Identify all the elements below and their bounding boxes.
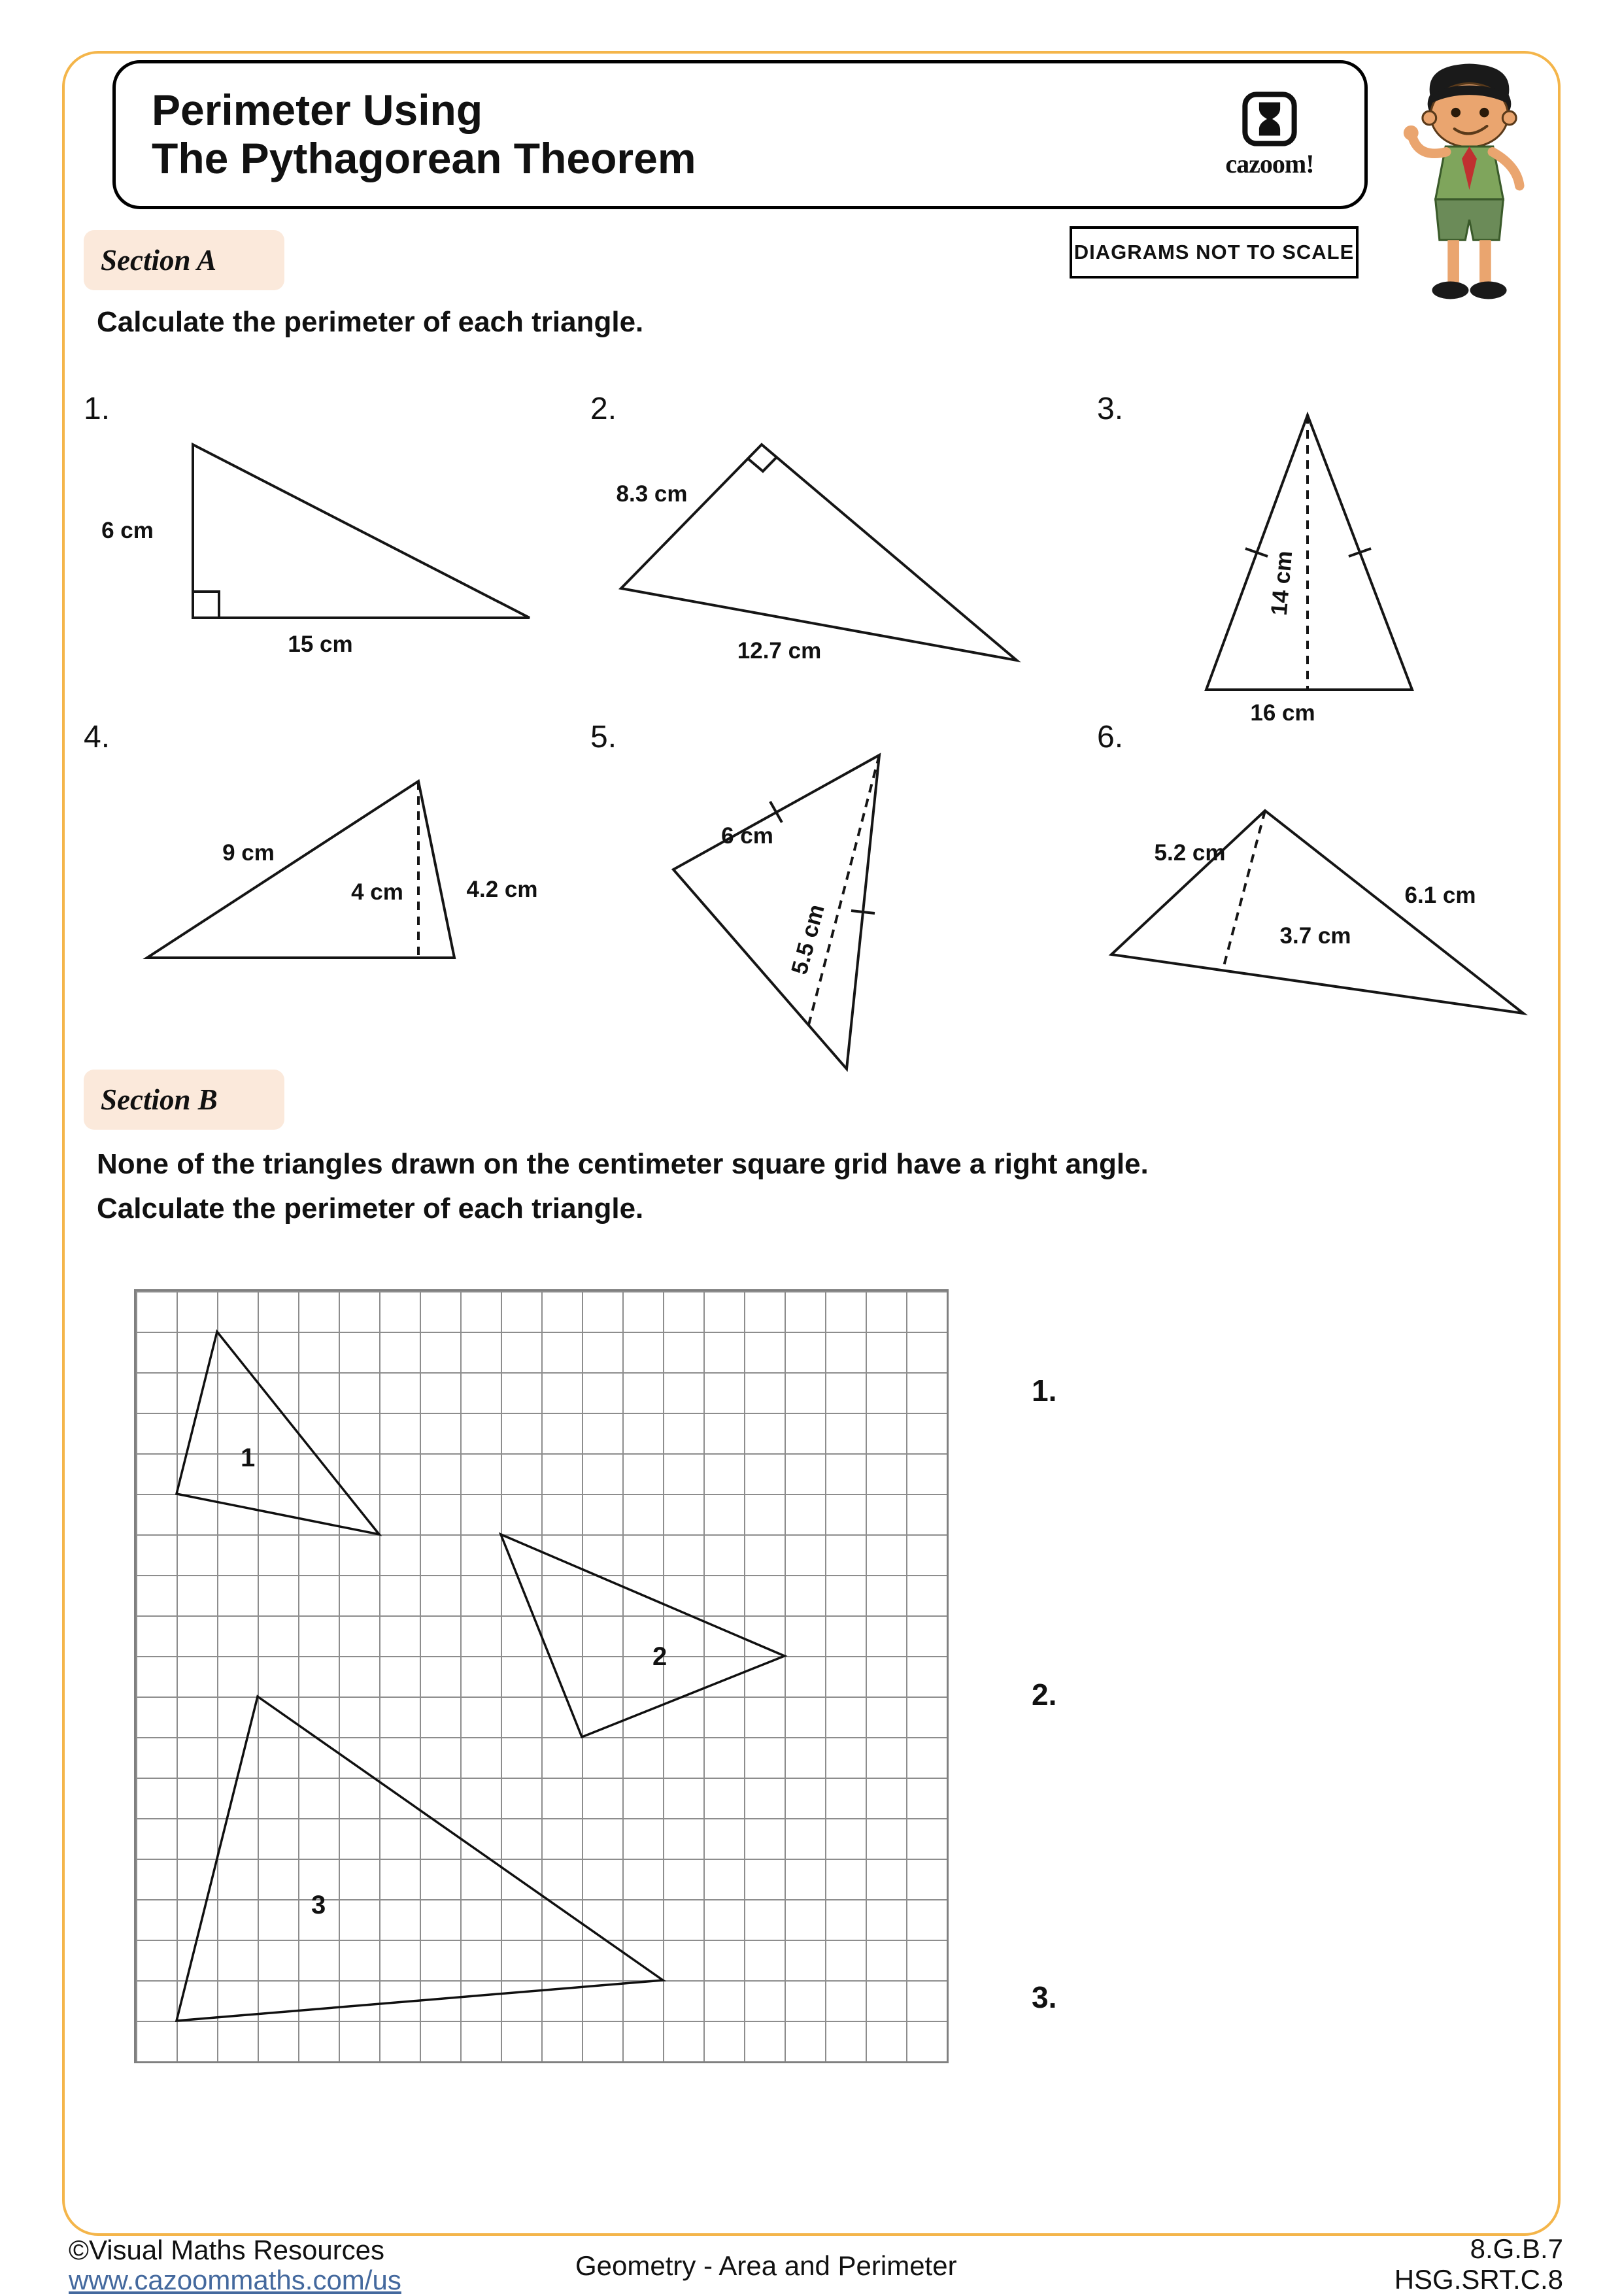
- footer-subject: Geometry - Area and Perimeter: [575, 2250, 957, 2281]
- altitude-label: 4 cm: [351, 879, 403, 905]
- cazoom-logo: [1211, 91, 1328, 179]
- page-title-line2: The Pythagorean Theorem: [152, 134, 696, 182]
- side-label-top-left: 8.3 cm: [616, 481, 688, 507]
- problem-number-2: 2.: [590, 392, 617, 426]
- side-label-bottom: 12.7 cm: [737, 638, 822, 664]
- footer-standards: [1394, 2233, 1563, 2295]
- triangle-outline: [673, 755, 879, 1069]
- logo-text: cazoom!: [1225, 148, 1314, 178]
- side-label-left: 6 cm: [721, 823, 773, 849]
- side-label-left: 5.2 cm: [1154, 840, 1226, 866]
- page-title: [152, 86, 1211, 183]
- grid-triangle-2-label: 2: [652, 1642, 667, 1671]
- title-box: [112, 60, 1368, 209]
- grid-triangle-1-label: 1: [241, 1443, 256, 1472]
- answer-number-2: 2.: [1032, 1678, 1057, 1712]
- standard-code-1: 8.G.B.7: [1470, 2233, 1563, 2264]
- triangle-outline: [621, 445, 1017, 660]
- section-b-chip: [84, 1070, 284, 1130]
- problem-number-1: 1.: [84, 392, 110, 426]
- section-b-instruction-line1: None of the triangles drawn on the centimeter square grid have a right angle.: [97, 1148, 1149, 1180]
- problem-number-3: 3.: [1097, 392, 1124, 426]
- answer-number-1: 1.: [1032, 1374, 1057, 1408]
- footer-website-link[interactable]: www.cazoommaths.com/us: [69, 2265, 401, 2295]
- grid-triangle-1: [177, 1332, 379, 1534]
- section-a-chip: [84, 230, 284, 290]
- footer-website: [69, 2265, 401, 2296]
- footer-copyright: ©Visual Maths Resources: [69, 2235, 385, 2265]
- triangle-2-figure: [588, 422, 1059, 683]
- section-a-label: Section A: [101, 244, 217, 277]
- cm-grid: [134, 1289, 949, 2063]
- grid-triangle-2: [501, 1534, 785, 1737]
- side-label-right: 4.2 cm: [466, 877, 538, 902]
- mascot-boy-illustration: [1386, 56, 1553, 327]
- side-label-left: 9 cm: [222, 840, 275, 866]
- section-b-instruction-line2: Calculate the perimeter of each triangle.: [97, 1192, 644, 1224]
- right-angle-marker: [748, 457, 777, 471]
- triangle-6-figure: [1085, 770, 1582, 1084]
- triangle-outline: [193, 445, 530, 618]
- answer-number-3: 3.: [1032, 1980, 1057, 2014]
- side-label-left: 6 cm: [101, 518, 154, 543]
- altitude-label: 14 cm: [1266, 549, 1298, 617]
- base-label: 16 cm: [1250, 700, 1315, 726]
- section-b-label: Section B: [101, 1083, 218, 1116]
- tick-mark: [851, 911, 875, 913]
- side-label-bottom: 15 cm: [288, 632, 353, 657]
- standard-code-2: HSG.SRT.C.8: [1394, 2264, 1563, 2295]
- side-label-right: 6.1 cm: [1404, 883, 1476, 908]
- altitude-label: 5.5 cm: [786, 902, 830, 977]
- grid-triangles-overlay: [136, 1291, 947, 2061]
- altitude-dashed-line: [807, 755, 879, 1030]
- scale-note: DIAGRAMS NOT TO SCALE: [1070, 226, 1359, 279]
- problem-number-4: 4.: [84, 720, 110, 754]
- triangle-3-figure: [1085, 397, 1569, 737]
- problem-number-5: 5.: [590, 720, 617, 754]
- triangle-4-figure: [98, 751, 608, 999]
- mascot-shorts: [1436, 199, 1504, 240]
- triangle-outline: [1206, 415, 1412, 690]
- section-a-instruction: Calculate the perimeter of each triangle.: [97, 306, 644, 338]
- grid-triangle-3-label: 3: [311, 1891, 326, 1919]
- altitude-dashed-line: [1223, 811, 1265, 971]
- hourglass-icon: [1242, 91, 1298, 147]
- grid-triangle-3: [177, 1697, 663, 2021]
- page-title-line1: Perimeter Using: [152, 86, 483, 135]
- triangle-1-figure: [78, 422, 575, 677]
- triangle-outline: [147, 781, 454, 958]
- right-angle-marker: [193, 592, 219, 618]
- problem-number-6: 6.: [1097, 720, 1124, 754]
- triangle-5-figure: [588, 737, 1059, 1120]
- altitude-label: 3.7 cm: [1279, 923, 1351, 949]
- tick-mark: [770, 802, 782, 822]
